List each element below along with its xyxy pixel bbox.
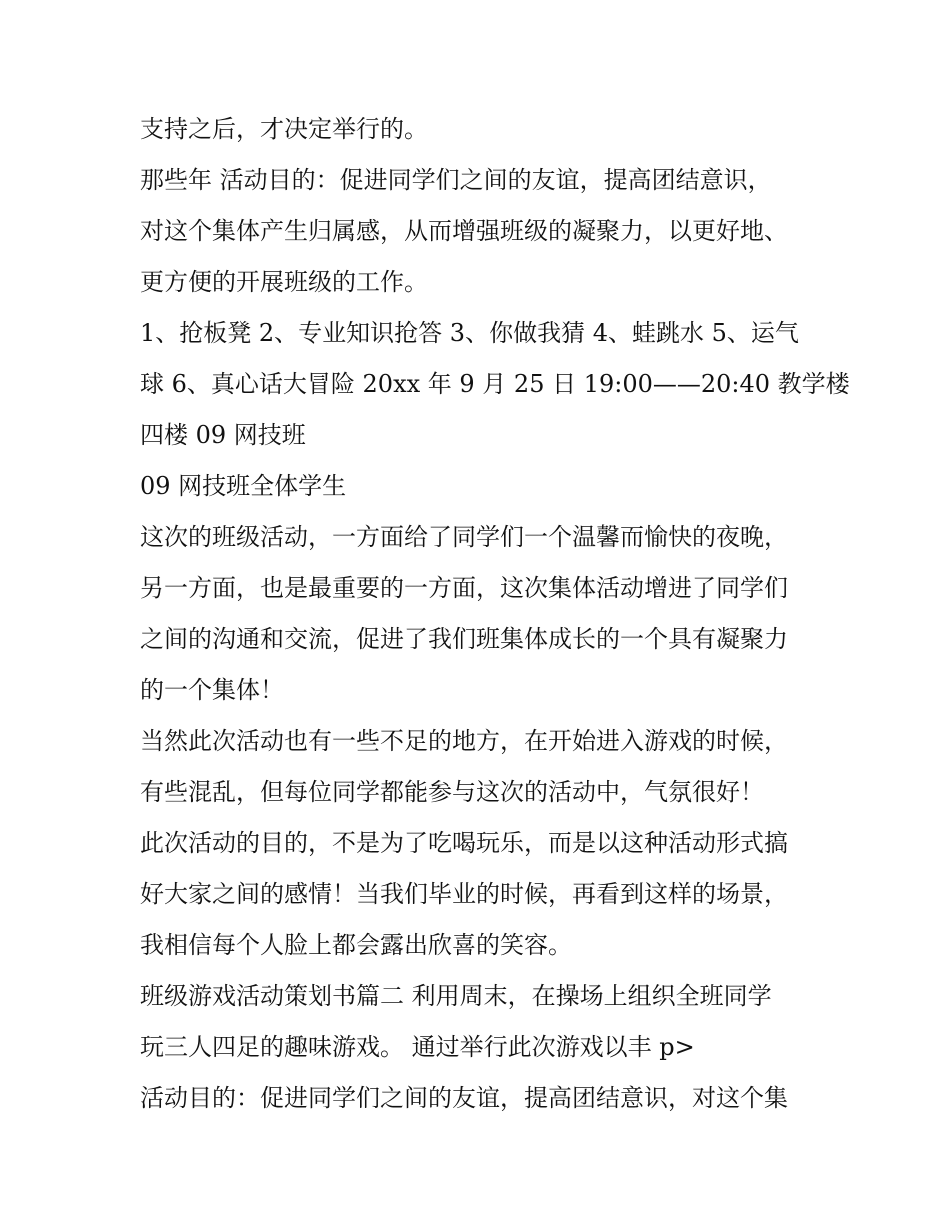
text-line: 我相信每个人脸上都会露出欣喜的笑容。 bbox=[140, 931, 572, 959]
text-line: 好大家之间的感情！当我们毕业的时候，再看到这样的场景， bbox=[140, 880, 788, 908]
text-line: 有些混乱，但每位同学都能参与这次的活动中，气氛很好！ bbox=[140, 778, 764, 806]
text-line: 之间的沟通和交流，促进了我们班集体成长的一个具有凝聚力 bbox=[140, 625, 788, 653]
text-line: 当然此次活动也有一些不足的地方，在开始进入游戏的时候， bbox=[140, 727, 788, 755]
text-line: 1、抢板凳 2、专业知识抢答 3、你做我猜 4、蛙跳水 5、运气 bbox=[140, 319, 799, 347]
document-body bbox=[140, 109, 850, 1129]
text-line: 球 6、真心话大冒险 20xx 年 9 月 25 日 19:00——20:40 教学楼 bbox=[140, 370, 850, 398]
text-line: 四楼 09 网技班 bbox=[140, 421, 306, 449]
text-line: 更方便的开展班级的工作。 bbox=[140, 268, 428, 296]
text-line: 班级游戏活动策划书篇二 利用周末，在操场上组织全班同学 bbox=[140, 982, 772, 1010]
text-line: 玩三人四足的趣味游戏。 通过举行此次游戏以丰 p> bbox=[140, 1033, 695, 1061]
text-line: 另一方面，也是最重要的一方面，这次集体活动增进了同学们 bbox=[140, 574, 788, 602]
text-line: 的一个集体！ bbox=[140, 676, 284, 704]
text-line: 此次活动的目的，不是为了吃喝玩乐，而是以这种活动形式搞 bbox=[140, 829, 788, 857]
text-line: 支持之后，才决定举行的。 bbox=[140, 115, 428, 143]
text-line: 对这个集体产生归属感，从而增强班级的凝聚力，以更好地、 bbox=[140, 217, 788, 245]
text-line: 这次的班级活动，一方面给了同学们一个温馨而愉快的夜晚， bbox=[140, 523, 788, 551]
text-line: 活动目的：促进同学们之间的友谊，提高团结意识，对这个集 bbox=[140, 1084, 788, 1112]
text-line: 09 网技班全体学生 bbox=[140, 472, 347, 500]
text-line: 那些年 活动目的：促进同学们之间的友谊，提高团结意识， bbox=[140, 166, 772, 194]
